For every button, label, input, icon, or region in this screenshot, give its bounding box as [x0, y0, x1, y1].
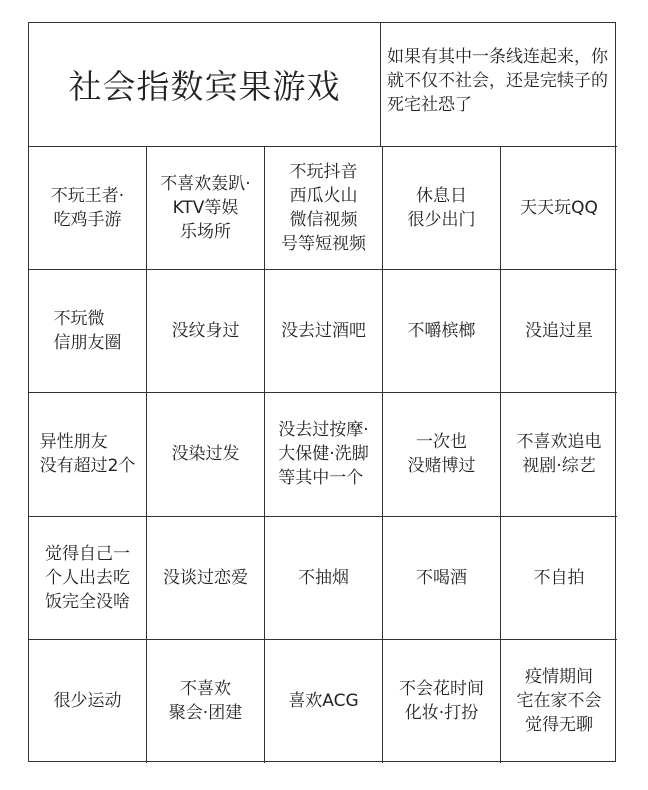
- bingo-cell: [147, 147, 265, 270]
- bingo-cell: [383, 393, 501, 516]
- title-cell: [29, 23, 381, 147]
- bingo-cell-text: 疫情期间 宅在家不会 觉得无聊: [516, 667, 602, 736]
- bingo-cell-text: 没去过酒吧: [281, 321, 366, 342]
- bingo-cell-text: 很少运动: [53, 691, 122, 712]
- bingo-cell: [501, 640, 617, 763]
- bingo-board: [28, 22, 616, 762]
- bingo-cell: [265, 270, 383, 393]
- bingo-cell-text: 休息日 很少出门: [407, 186, 476, 231]
- bingo-cell-text: 没谈过恋爱: [163, 567, 248, 588]
- bingo-cell-text: 不玩抖音 西瓜火山 微信视频 号等短视频: [281, 162, 366, 255]
- bingo-cell: [383, 147, 501, 270]
- bingo-cell-text: 不喜欢 聚会·团建: [168, 679, 243, 724]
- bingo-cell-text: 天天玩QQ: [520, 198, 598, 219]
- bingo-cell: [29, 393, 147, 516]
- bingo-cell-text: 觉得自己一 个人出去吃 饭完全没啥: [45, 543, 130, 612]
- bingo-cell-text: 一次也 没赌博过: [407, 432, 476, 477]
- bingo-cell-text: 不喜欢轰趴· KTV等娱 乐场所: [160, 174, 251, 243]
- bingo-cell: [147, 517, 265, 640]
- bingo-grid: [29, 147, 617, 763]
- bingo-cell: [383, 640, 501, 763]
- bingo-cell-text: 不自拍: [533, 567, 585, 588]
- bingo-cell-text: 不玩王者· 吃鸡手游: [50, 186, 125, 231]
- bingo-cell: [501, 147, 617, 270]
- bingo-cell: [501, 393, 617, 516]
- bingo-cell-text: 不玩微 信朋友圈: [53, 309, 122, 354]
- bingo-cell-text: 没纹身过: [171, 321, 240, 342]
- bingo-cell: [265, 640, 383, 763]
- bingo-cell-text: 没染过发: [171, 444, 240, 465]
- rule-cell: [381, 23, 617, 147]
- bingo-cell: [383, 517, 501, 640]
- bingo-cell-text: 不嚼槟榔: [407, 321, 476, 342]
- bingo-cell: [265, 517, 383, 640]
- bingo-cell: [147, 270, 265, 393]
- bingo-cell: [265, 147, 383, 270]
- bingo-cell: [147, 393, 265, 516]
- bingo-cell: [501, 517, 617, 640]
- bingo-cell: [29, 147, 147, 270]
- bingo-cell-text: 不喜欢追电 视剧·综艺: [516, 432, 602, 477]
- bingo-cell-text: 没追过星: [525, 321, 593, 342]
- bingo-cell: [147, 640, 265, 763]
- bingo-cell-text: 没去过按摩· 大保健·洗脚 等其中一个: [278, 420, 369, 489]
- bingo-cell-text: 不抽烟: [298, 567, 349, 588]
- page-title: 社会指数宾果游戏: [68, 67, 341, 106]
- bingo-cell: [29, 640, 147, 763]
- rule-text: 如果有其中一条线连起来，你就不仅不社会，还是完犊子的死宅社恐了: [387, 47, 608, 115]
- bingo-cell: [29, 270, 147, 393]
- bingo-cell-text: 喜欢ACG: [288, 691, 359, 712]
- bingo-cell-text: 不喝酒: [416, 567, 467, 588]
- bingo-cell: [29, 517, 147, 640]
- bingo-cell-text: 不会花时间 化妆·打扮: [399, 679, 484, 724]
- bingo-cell-text: 异性朋友 没有超过2个: [39, 432, 136, 477]
- bingo-cell: [265, 393, 383, 516]
- bingo-cell: [501, 270, 617, 393]
- bingo-cell: [383, 270, 501, 393]
